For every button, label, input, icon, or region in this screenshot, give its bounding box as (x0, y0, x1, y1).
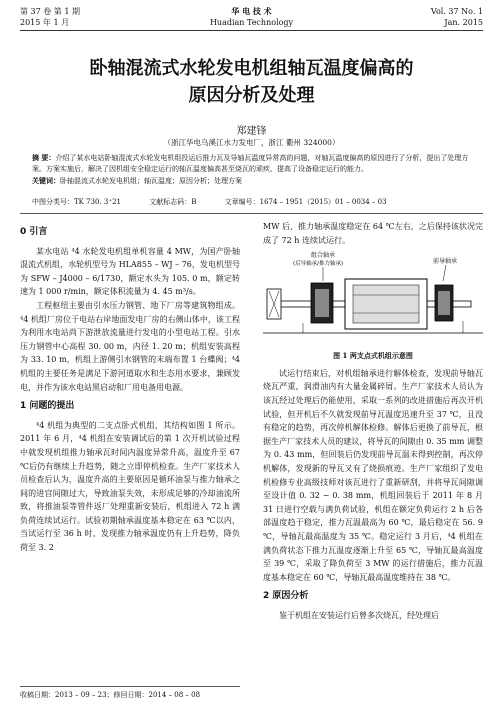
paragraph: 某水电站 ⁴4 水轮发电机组单机容量 4 MW，为国产卧轴混流式机组，水轮机型号为 HLA855 – WJ – 76，发电机型号为 SFW – J4000 – 6/1730，额定水头为 105. 0 m，额定转速为 1 000 r/min，额定体积流量为 4. 45 m³/s。 (20, 246, 240, 297)
abstract (32, 152, 471, 175)
paragraph: MW 后，推力轴承温度稳定在 64 ℃左右，之后保持该状况完成了 72 h 连续试运行。 (263, 222, 483, 245)
figure-label-front-bearing: 前导轴承 (433, 258, 458, 266)
abstract-separator (20, 213, 483, 214)
left-column (20, 220, 240, 555)
issue-date: 2015 年 1 月 (20, 18, 70, 27)
section-heading-problem: 1 问题的提出 (20, 401, 75, 412)
right-column (263, 220, 483, 622)
clc-number: 中图分类号：TK 730. 3⁺21 (32, 198, 121, 206)
title-line-1: 卧轴混流式水轮发电机组轴瓦温度偏高的 (89, 58, 414, 79)
figure-label-combined-bearing: 组合轴承 (311, 252, 336, 260)
article-number: 文章编号：1674 – 1951（2015）01 – 0034 – 03 (224, 198, 387, 206)
keywords-label: 关键词： (32, 176, 60, 185)
header-right (431, 6, 483, 28)
paragraph: 试运行结束后，对机组轴承进行解体检查，发现前导轴瓦烧瓦严重，润滑油内有大量金属碎屑。生产厂家技术人员认为该瓦经过处理后仍能使用，采取一系列的改进措施后再次开机试验，但开机后不久就发现前导瓦温度迅速升至 37 ℃，且没有稳定的趋势，再次停机解体检修。解体后更换了前导瓦，根据生产厂家技术人员的建议，将导瓦的间隙由 0. 35 mm 调整为 0. 43 mm，但回装后仍发现前导瓦温未得到控制，再次停机解体，发现新的导瓦又有了烧损痕迹。生产厂家组织了发电机检修专业高级技师对该瓦进行了重新研刮，并将导瓦间隙调至设计值 0. 32 ~ 0. 38 mm，机组回装后于 2011 年 8 月 31 日进行空载与满负荷试验，机组在额定负荷运行 2 h 后各部温度趋于稳定，推力瓦温最高为 60 ℃，最后稳定在 56. 9 ℃，导轴瓦最高温度为 35 ℃。稳定运行 3 月后，⁴4 机组在满负荷状态下推力瓦温度逐渐上升至 65 ℃，导轴瓦最高温度至 39 ℃，采取了降负荷至 3 MW 的运行措施后，推力瓦温度基本稳定在 60 ℃，导轴瓦最高温度维持在 38 ℃。 (263, 368, 483, 582)
abstract-text: 介绍了某水电站卧轴混流式水轮发电机组投运后推力瓦及导轴瓦温度异常高的问题，对轴瓦温度偏高的原因进行了分析，提出了处理方案。方案实施后，解决了因机组安全稳定运行的轴瓦温度偏高甚至烧瓦的顽疾，提高了设备稳定运行的能力。 (32, 154, 469, 173)
document-code: 文献标志码：B (149, 198, 197, 206)
affiliation: （浙江华电乌溪江水力发电厂，浙江 衢州 324000） (163, 138, 340, 147)
running-header (20, 6, 483, 32)
section-heading-analysis: 2 原因分析 (263, 591, 309, 602)
unit-schematic-drawing (263, 249, 483, 343)
volume-issue: 第 37 卷 第 1 期 (20, 7, 80, 16)
figure-1 (263, 249, 483, 343)
journal-name-cn: 华 电 技 术 (231, 6, 272, 16)
author-name: 郑建锋 (236, 126, 267, 137)
paragraph: ⁴4 机组为典型的二支点卧式机组，其结构如图 1 所示。2011 年 6 月，⁴4 机组在安装调试后的第 1 次开机试验过程中就发现机组推力轴承瓦时间内温度异常升高，温度升至 67 ℃后仍有继续上升趋势，随之立即停机检查。生产厂家技术人员检查后认为，温度升高的主要原因是循环油泵与推力轴承之间的进宫间隙过大，导致油泵失效，未形成足够的冷却油流所致，将推油泵等管件返厂处理重新安装后，机组进入 72 h 满负荷连续试运行。试验初期轴承温度基本稳定在 63 ℃以内，当试运行至 36 h 时，发现推力轴承温度仍有上升趋势，降负荷至 3. 2 (20, 420, 240, 553)
paragraph: 鉴于机组在安装运行后曾多次烧瓦，经处理后 (279, 610, 439, 620)
header-rule (20, 30, 483, 31)
title-line-2: 原因分析及处理 (188, 85, 315, 106)
received-date-footnote: 收稿日期：2013 – 09 – 23；修回日期：2014 – 08 – 08 (20, 686, 240, 700)
header-center (20, 6, 483, 28)
section-heading-intro: 0 引言 (20, 227, 48, 237)
journal-name-en: Huadian Technology (209, 18, 294, 27)
abstract-block (32, 152, 471, 187)
volume-issue-en: Vol. 37 No. 1 (430, 7, 483, 16)
abstract-label: 摘 要： (32, 153, 56, 162)
paragraph: 工程枢纽主要由引水压力钢管、地下厂房等建筑物组成。⁴4 机组厂房位于电站右岸地面发电厂房的右侧山体中，该工程为利用水电站尚下游泄放流量进行发电的小型电站工程。引水压力钢管中心高程 30. 00 m，内径 1. 20 m；机组安装高程为 33. 10 m，机组上游侧引水钢管的末端布置 1 台蝶阀；⁴4 机组的主要任务是满足下游河道取水和生态用水要求，兼顾发电，并作为该水电站黑启动和厂用电备用电源。 (20, 300, 240, 392)
article-title (0, 55, 503, 109)
keywords (32, 175, 471, 187)
issue-date-en: Jan. 2015 (444, 18, 483, 27)
figure-label-combined-bearing-sub: (后导轴承/推力轴承) (293, 261, 344, 268)
keywords-text: 卧轴混流式水轮发电机组；轴瓦温度；原因分析；处理方案 (60, 177, 242, 185)
classification-line (32, 197, 471, 208)
figure-caption: 图 1 两支点式机组示意图 (333, 351, 413, 361)
